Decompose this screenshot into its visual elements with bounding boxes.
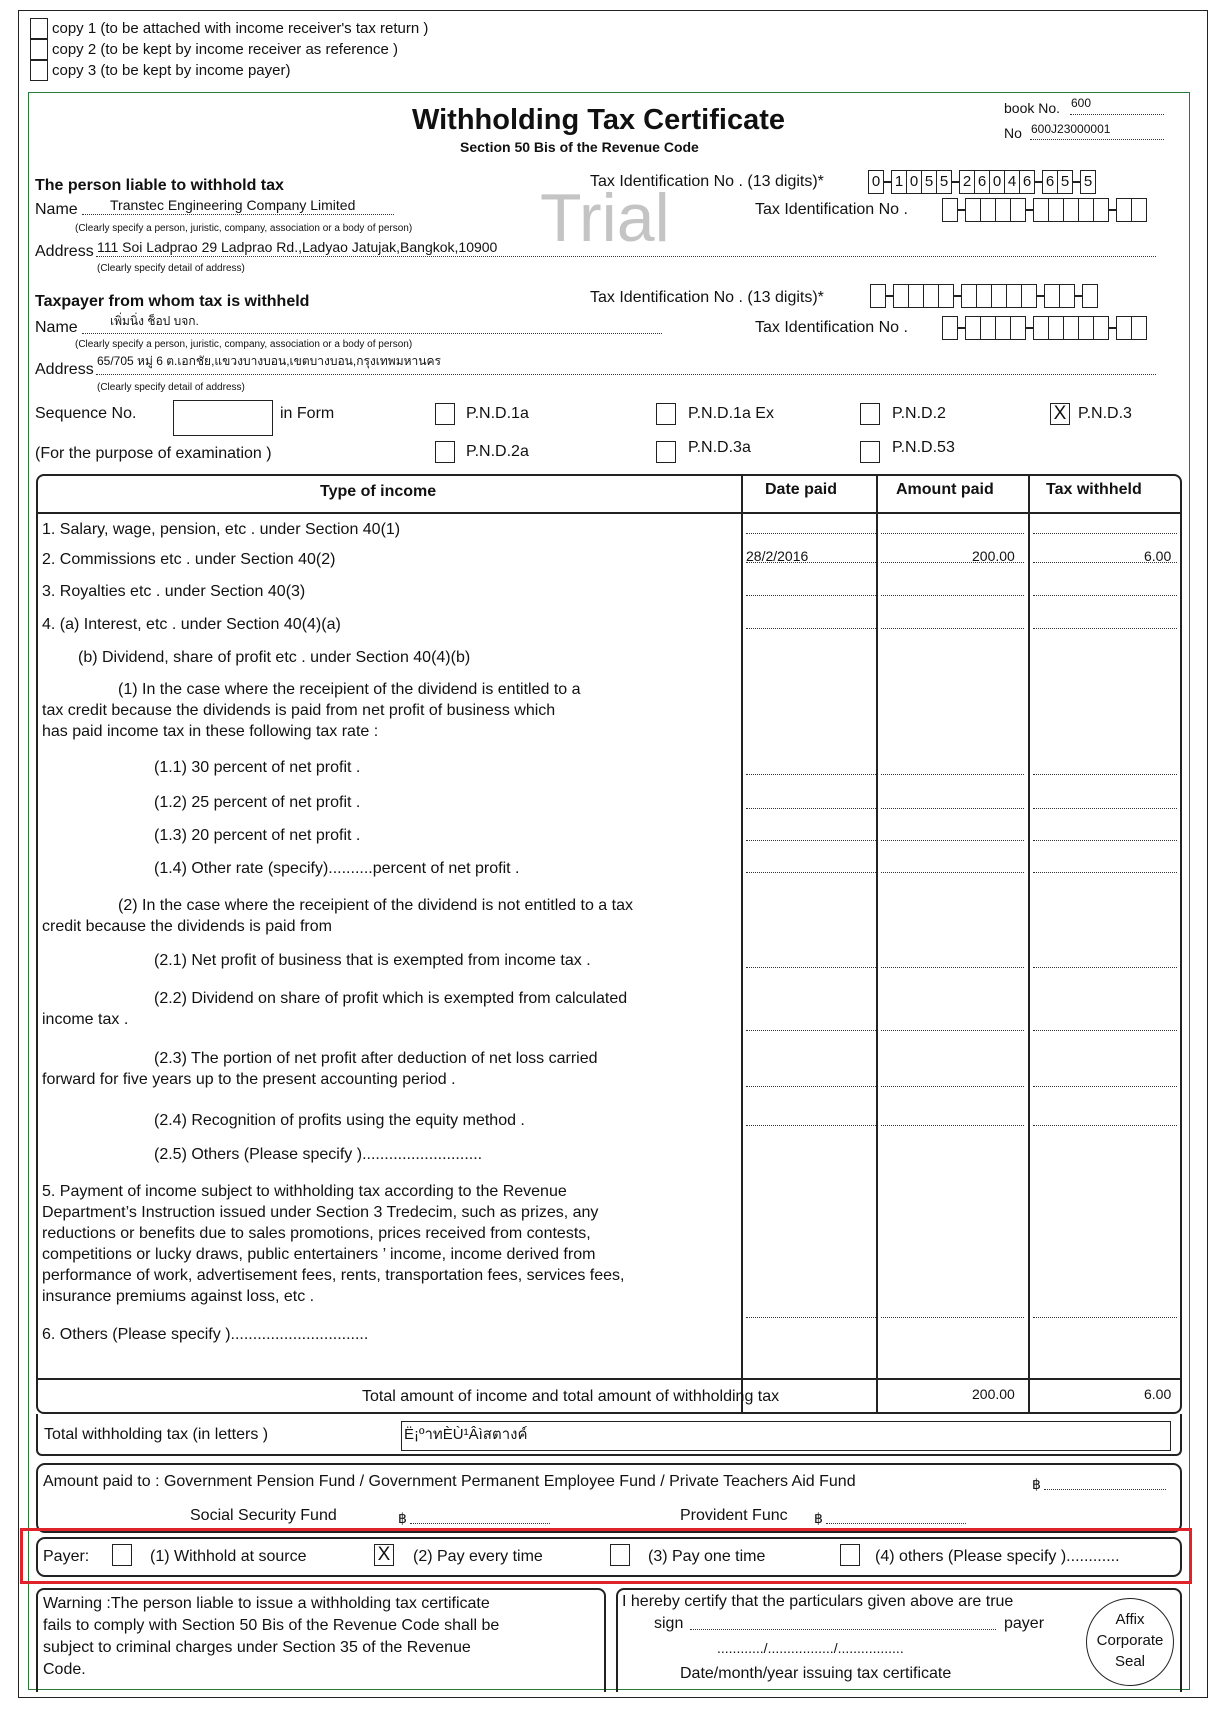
entry-dot-line <box>1033 1086 1177 1087</box>
pnd3a-checkbox[interactable] <box>656 441 676 463</box>
taxpayer-tin13-boxes[interactable] <box>870 284 1097 308</box>
row-2-1-label: (2.1) Net profit of business that is exempted from income tax . <box>154 952 591 969</box>
entry-dot-line <box>746 1030 876 1031</box>
tin-digit: 4 <box>1004 170 1020 194</box>
warning-line: fails to comply with Section 50 Bis of the Revenue Code shall be <box>43 1617 500 1634</box>
col-header-tax: Tax withheld <box>1046 481 1142 498</box>
row-2-2-line1: (2.2) Dividend on share of profit which is exempted from calculated <box>154 990 628 1007</box>
entry-dot-line <box>746 628 876 629</box>
copy1-checkbox[interactable] <box>30 18 48 39</box>
row-1-2-label: (1.2) 25 percent of net profit . <box>154 794 361 811</box>
taxpayer-heading: Taxpayer from whom tax is withheld <box>35 293 310 310</box>
pnd2-checkbox[interactable] <box>860 403 880 425</box>
entry-dot-line <box>881 1125 1024 1126</box>
withholder-address-dots <box>96 256 1156 257</box>
taxpayer-address-hint: (Clearly specify detail of address) <box>97 382 245 393</box>
taxpayer-address-dots <box>96 374 1156 375</box>
book-no-dots <box>1070 114 1164 115</box>
pnd3a-label: P.N.D.3a <box>688 439 751 456</box>
entry-dot-line <box>881 1317 1024 1318</box>
corporate-seal <box>1086 1598 1174 1686</box>
certify-line1: I hereby certify that the particulars given above are true <box>622 1593 1014 1610</box>
book-no-label: book No. <box>1004 100 1061 116</box>
col-header-type: Type of income <box>320 483 437 500</box>
row-2-5-label: (2.5) Others (Please specify )........................... <box>154 1146 483 1163</box>
funds-baht-3: ฿ <box>814 1510 823 1526</box>
tin-digit: 0 <box>906 170 922 194</box>
payer-opt2-label: (2) Pay every time <box>413 1548 543 1565</box>
withholder-name-hint: (Clearly specify a person, juristic, company, association or a body of person) <box>75 223 413 234</box>
taxpayer-tin-boxes[interactable] <box>942 316 1146 340</box>
payer-word: payer <box>1004 1615 1045 1632</box>
col-divider-2 <box>876 475 878 1413</box>
pnd1a-checkbox[interactable] <box>435 403 455 425</box>
copy3-label: copy 3 (to be kept by income payer) <box>52 62 291 79</box>
entry-dot-line <box>1033 1317 1177 1318</box>
pnd1aex-label: P.N.D.1a Ex <box>688 405 774 422</box>
entry-dot-line <box>1033 808 1177 809</box>
entry-dot-line <box>881 595 1024 596</box>
row-1-1-label: (1.1) 30 percent of net profit . <box>154 759 361 776</box>
pnd3-label: P.N.D.3 <box>1078 405 1132 422</box>
pnd53-checkbox[interactable] <box>860 441 880 463</box>
taxpayer-tin-label: Tax Identification No . <box>755 319 908 336</box>
row-1-4-label: (1.4) Other rate (specify)..........percent of net profit . <box>154 860 520 877</box>
entry-dot-line <box>1033 628 1177 629</box>
entry-dot-line <box>746 808 876 809</box>
entry-dot-line <box>881 562 1024 563</box>
tin-digit: 6 <box>974 170 990 194</box>
date-line: ............/................./................. <box>717 1640 904 1656</box>
entry-dot-line <box>1033 1125 1177 1126</box>
total-amount: 200.00 <box>972 1386 1015 1402</box>
entry-dot-line <box>881 840 1024 841</box>
in-form-label: in Form <box>280 405 335 422</box>
no-value: 600J23000001 <box>1031 122 1111 136</box>
entry-dot-line <box>746 1317 876 1318</box>
tin-digit: 0 <box>989 170 1005 194</box>
tin-digit: 5 <box>936 170 952 194</box>
withholder-name-dots <box>82 214 394 215</box>
no-dots <box>1030 139 1164 140</box>
entry-dot-line <box>881 628 1024 629</box>
withholder-tin-boxes[interactable] <box>942 198 1146 222</box>
entry-dot-line <box>881 1030 1024 1031</box>
social-security-label: Social Security Fund <box>190 1507 337 1524</box>
tin-digit: 5 <box>1080 170 1096 194</box>
row-5-line: reductions or benefits due to sales promotions, prices received from contests, <box>42 1225 591 1242</box>
row-2-amount: 200.00 <box>972 548 1015 564</box>
col-header-amount: Amount paid <box>896 481 994 498</box>
row-2-label: 2. Commissions etc . under Section 40(2) <box>42 551 336 568</box>
withholder-address-value: 111 Soi Ladprao 29 Ladprao Rd.,Ladyao Jatujak,Bangkok,10900 <box>97 239 498 255</box>
date-caption: Date/month/year issuing tax certificate <box>680 1665 952 1682</box>
seal-line: Affix <box>1115 1611 1145 1628</box>
row-2-3-line1: (2.3) The portion of net profit after deduction of net loss carried <box>154 1050 598 1067</box>
page-title: Withholding Tax Certificate <box>412 104 785 136</box>
warning-line: Code. <box>43 1661 86 1678</box>
row-2-3-line2: forward for five years up to the present accounting period . <box>42 1071 456 1088</box>
withholder-tin13-boxes <box>868 170 1095 194</box>
col-header-date: Date paid <box>765 481 838 498</box>
payer-opt4-checkbox[interactable] <box>840 1544 860 1566</box>
letters-value: Ë¡ºาทÈÙ¹Âìสตางค์ <box>404 1426 528 1443</box>
row-5-line: 5. Payment of income subject to withholding tax according to the Revenue <box>42 1183 567 1200</box>
entry-dot-line <box>746 595 876 596</box>
watermark: Trial <box>540 180 670 256</box>
copy3-checkbox[interactable] <box>30 60 48 81</box>
entry-dot-line <box>881 872 1024 873</box>
entry-dot-line <box>1033 967 1177 968</box>
total-label: Total amount of income and total amount of withholding tax <box>362 1388 780 1405</box>
sequence-input[interactable] <box>173 400 273 436</box>
payer-opt3-label: (3) Pay one time <box>648 1548 766 1565</box>
row-1-label: 1. Salary, wage, pension, etc . under Section 40(1) <box>42 521 401 538</box>
col-divider-3 <box>1028 475 1030 1413</box>
payer-label: Payer: <box>43 1548 90 1565</box>
entry-dot-line <box>881 1086 1024 1087</box>
table-header-divider <box>37 512 1181 514</box>
tin-digit: 6 <box>1019 170 1035 194</box>
payer-opt3-checkbox[interactable] <box>610 1544 630 1566</box>
row-6-label: 6. Others (Please specify )............................... <box>42 1326 369 1343</box>
letters-label: Total withholding tax (in letters ) <box>44 1426 269 1443</box>
taxpayer-name-hint: (Clearly specify a person, juristic, company, association or a body of person) <box>75 339 413 350</box>
row-5-line: performance of work, advertisement fees, rents, transportation fees, services fees, <box>42 1267 625 1284</box>
funds-line1: Amount paid to : Government Pension Fund / Government Permanent Employee Fund / Private Teachers Aid Fund <box>43 1473 856 1490</box>
row-2-4-label: (2.4) Recognition of profits using the equity method . <box>154 1112 525 1129</box>
payer-opt2-checkbox[interactable]: X <box>374 1544 394 1566</box>
withholder-address-hint: (Clearly specify detail of address) <box>97 263 245 274</box>
entry-dot-line <box>1033 774 1177 775</box>
payer-opt1-label: (1) Withhold at source <box>150 1548 307 1565</box>
taxpayer-name-label: Name <box>35 319 78 336</box>
pnd2a-label: P.N.D.2a <box>466 443 529 460</box>
col-divider-1 <box>741 475 743 1413</box>
entry-dot-line <box>746 562 876 563</box>
copy2-checkbox[interactable] <box>30 39 48 60</box>
purpose-label: (For the purpose of examination ) <box>35 445 272 462</box>
funds-baht-1: ฿ <box>1032 1476 1041 1492</box>
entry-dot-line <box>746 967 876 968</box>
sign-dots[interactable] <box>690 1629 996 1630</box>
pnd3-checkbox[interactable]: X <box>1050 403 1070 425</box>
row-4b1-line3: has paid income tax in these following tax rate : <box>42 723 379 740</box>
entry-dot-line <box>746 1125 876 1126</box>
entry-dot-line <box>1033 562 1177 563</box>
copy1-label: copy 1 (to be attached with income receiver's tax return ) <box>52 20 429 37</box>
row-5-line: insurance premiums against loss, etc . <box>42 1288 315 1305</box>
entry-dot-line <box>746 533 876 534</box>
funds-dots-2 <box>410 1523 550 1524</box>
entry-dot-line <box>881 967 1024 968</box>
sign-label: sign <box>654 1615 684 1632</box>
entry-dot-line <box>881 533 1024 534</box>
withholder-name-value: Transtec Engineering Company Limited <box>110 197 356 213</box>
tin-digit: 6 <box>1042 170 1058 194</box>
funds-dots-1 <box>1044 1489 1166 1490</box>
withholder-tin-label: Tax Identification No . <box>755 201 908 218</box>
row-2-tax: 6.00 <box>1144 548 1172 564</box>
pnd1a-label: P.N.D.1a <box>466 405 529 422</box>
page-subtitle: Section 50 Bis of the Revenue Code <box>460 139 699 155</box>
tin-digit: 5 <box>1057 170 1073 194</box>
copy2-label: copy 2 (to be kept by income receiver as reference ) <box>52 41 398 58</box>
total-tax: 6.00 <box>1144 1386 1172 1402</box>
withholder-tin13-label: Tax Identification No . (13 digits)* <box>590 173 824 190</box>
entry-dot-line <box>1033 595 1177 596</box>
payer-opt1-checkbox[interactable] <box>112 1544 132 1566</box>
sequence-label: Sequence No. <box>35 405 137 422</box>
seal-line: Seal <box>1114 1653 1146 1670</box>
row-3-label: 3. Royalties etc . under Section 40(3) <box>42 583 306 600</box>
entry-dot-line <box>746 872 876 873</box>
entry-dot-line <box>881 808 1024 809</box>
funds-baht-2: ฿ <box>398 1510 407 1526</box>
warning-line: Warning :The person liable to issue a withholding tax certificate <box>43 1595 490 1612</box>
taxpayer-address-value: 65/705 หมู่ 6 ต.เอกชัย,แขวงบางบอน,เขตบางบอน,กรุงเทพมหานคร <box>97 354 441 368</box>
taxpayer-name-dots <box>82 333 662 334</box>
row-4b1-line1: (1) In the case where the receipient of the dividend is entitled to a <box>118 681 581 698</box>
tin-digit: 2 <box>959 170 975 194</box>
seal-line: Corporate <box>1096 1632 1164 1649</box>
row-4b-label: (b) Dividend, share of profit etc . under Section 40(4)(b) <box>78 649 471 666</box>
funds-dots-3 <box>826 1523 966 1524</box>
row-2-date: 28/2/2016 <box>746 548 809 564</box>
tin-digit: 0 <box>868 170 884 194</box>
entry-dot-line <box>1033 533 1177 534</box>
provident-label: Provident Func <box>680 1507 788 1524</box>
taxpayer-tin13-label: Tax Identification No . (13 digits)* <box>590 289 824 306</box>
entry-dot-line <box>1033 872 1177 873</box>
taxpayer-name-value: เพิ่มนิ่ง ช็อป บจก. <box>110 314 199 328</box>
entry-dot-line <box>881 774 1024 775</box>
taxpayer-address-label: Address <box>35 361 94 378</box>
pnd2-label: P.N.D.2 <box>892 405 946 422</box>
pnd1aex-checkbox[interactable] <box>656 403 676 425</box>
pnd53-label: P.N.D.53 <box>892 439 955 456</box>
withholder-address-label: Address <box>35 243 94 260</box>
pnd2a-checkbox[interactable] <box>435 441 455 463</box>
book-no-value: 600 <box>1071 96 1092 110</box>
row-4b2-line1: (2) In the case where the receipient of the dividend is not entitled to a tax <box>118 897 633 914</box>
tin-digit: 1 <box>891 170 907 194</box>
entry-dot-line <box>1033 1030 1177 1031</box>
row-4a-label: 4. (a) Interest, etc . under Section 40(4)(a) <box>42 616 341 633</box>
row-4b1-line2: tax credit because the dividends is paid from net profit of business which <box>42 702 556 719</box>
tin-digit: 5 <box>921 170 937 194</box>
row-2-2-line2: income tax . <box>42 1011 129 1028</box>
warning-line: subject to criminal charges under Section 35 of the Revenue <box>43 1639 471 1656</box>
row-5-line: Department’s Instruction issued under Section 3 Tredecim, such as prizes, any <box>42 1204 599 1221</box>
payer-opt4-label: (4) others (Please specify )............ <box>875 1548 1120 1565</box>
entry-dot-line <box>746 1086 876 1087</box>
row-1-3-label: (1.3) 20 percent of net profit . <box>154 827 361 844</box>
row-4b2-line2: credit because the dividends is paid from <box>42 918 332 935</box>
withholder-name-label: Name <box>35 201 78 218</box>
total-row-divider <box>37 1378 1181 1380</box>
entry-dot-line <box>746 840 876 841</box>
no-label: No <box>1004 125 1022 141</box>
row-5-line: competitions or lucky draws, public entertainers ’ income, income derived from <box>42 1246 596 1263</box>
entry-dot-line <box>746 774 876 775</box>
entry-dot-line <box>1033 840 1177 841</box>
withholder-heading: The person liable to withhold tax <box>35 177 284 194</box>
